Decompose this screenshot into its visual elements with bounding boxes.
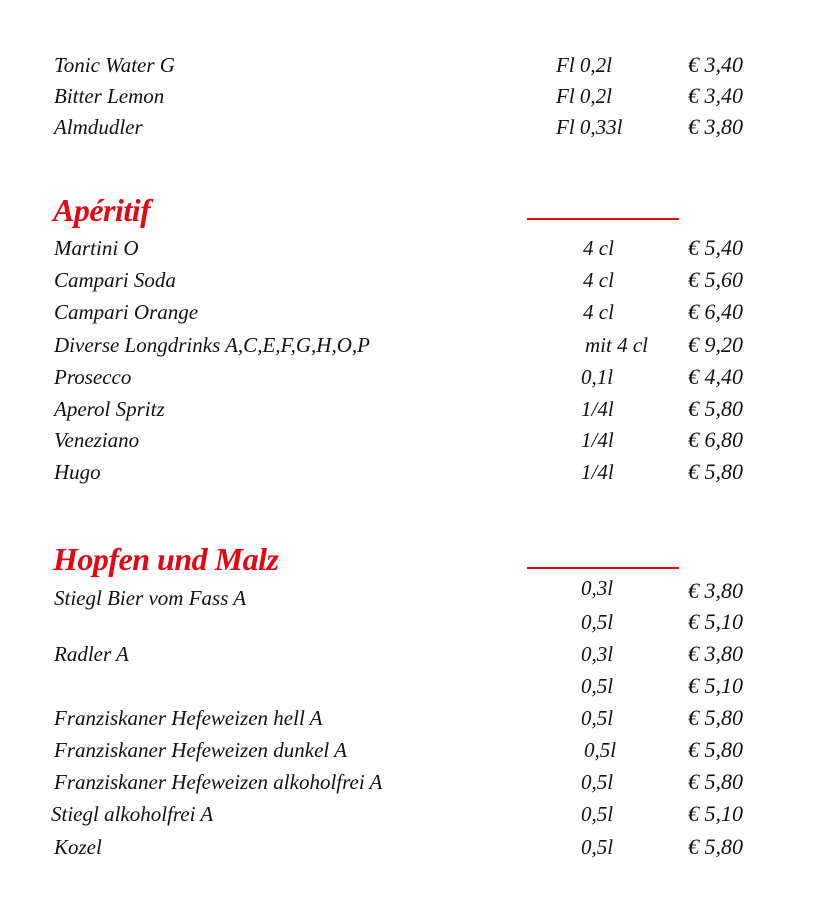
item-size: 0,1l: [581, 365, 614, 389]
menu-row: [0, 607, 835, 637]
item-price: € 5,80: [688, 459, 743, 484]
item-price: € 4,40: [688, 364, 743, 389]
item-size: Fl 0,2l: [556, 53, 612, 77]
item-price: € 6,40: [688, 299, 743, 324]
item-size: 0,5l: [581, 835, 614, 859]
item-name: Franziskaner Hefeweizen alkoholfrei A: [54, 770, 383, 794]
item-price: € 5,80: [688, 396, 743, 421]
section-title-aperitif: Apéritif: [53, 192, 151, 228]
item-name: Campari Soda: [54, 268, 176, 292]
menu-row: [0, 297, 835, 327]
item-price: € 5,10: [688, 609, 743, 634]
item-name: Franziskaner Hefeweizen dunkel A: [54, 738, 347, 762]
item-price: € 3,40: [688, 52, 743, 77]
item-name: Aperol Spritz: [54, 397, 165, 421]
item-size: 0,5l: [584, 738, 617, 762]
item-price: € 5,80: [688, 705, 743, 730]
menu-row: [0, 81, 835, 111]
item-price: € 3,80: [688, 578, 743, 603]
item-size: 1/4l: [581, 428, 614, 452]
item-name: Martini O: [54, 236, 139, 260]
item-size: 0,5l: [581, 770, 614, 794]
item-price: € 5,40: [688, 235, 743, 260]
item-name: Almdudler: [54, 115, 143, 139]
item-price: € 5,80: [688, 769, 743, 794]
item-name: Veneziano: [54, 428, 140, 452]
menu-row: [0, 330, 835, 360]
item-size: 4 cl: [583, 268, 614, 292]
item-size: 0,5l: [581, 802, 614, 826]
menu-row: [0, 425, 835, 455]
item-price: € 5,60: [688, 267, 743, 292]
menu-row: [0, 767, 835, 797]
item-price: € 9,20: [688, 332, 743, 357]
item-price: € 5,10: [688, 801, 743, 826]
item-name: Franziskaner Hefeweizen hell A: [54, 706, 323, 730]
section-title-beer: Hopfen und Malz: [53, 541, 279, 577]
item-price: € 3,80: [688, 114, 743, 139]
section-divider: [527, 567, 679, 569]
item-size: 4 cl: [583, 236, 614, 260]
menu-row: [0, 394, 835, 424]
item-name: Radler A: [54, 642, 129, 666]
item-size: 4 cl: [583, 300, 614, 324]
menu-row: [0, 639, 835, 669]
menu-row: [0, 265, 835, 295]
item-size: Fl 0,33l: [556, 115, 623, 139]
item-size: Fl 0,2l: [556, 84, 612, 108]
item-size: 0,3l: [581, 642, 614, 666]
item-name: Stiegl alkoholfrei A: [51, 802, 214, 826]
item-name: Prosecco: [54, 365, 132, 389]
item-size: 0,3l: [581, 576, 614, 600]
menu-row: [0, 735, 835, 765]
item-name: Diverse Longdrinks A,C,E,F,G,H,O,P: [54, 333, 370, 357]
item-size: 0,5l: [581, 706, 614, 730]
item-price: € 3,80: [688, 641, 743, 666]
item-name: Hugo: [54, 460, 101, 484]
menu-row: [0, 50, 835, 80]
menu-row: [0, 799, 835, 829]
menu-row: [0, 233, 835, 263]
menu-row: [0, 671, 835, 701]
item-price: € 3,40: [688, 83, 743, 108]
section-divider: [527, 218, 679, 220]
item-price: € 6,80: [688, 427, 743, 452]
menu-row: [0, 832, 835, 862]
menu-row: [0, 362, 835, 392]
menu-row: [0, 112, 835, 142]
item-price: € 5,80: [688, 834, 743, 859]
item-name: Stiegl Bier vom Fass A: [54, 586, 247, 610]
item-name: Bitter Lemon: [54, 84, 165, 108]
item-size: mit 4 cl: [585, 333, 648, 357]
item-size: 0,5l: [581, 674, 614, 698]
item-name: Campari Orange: [54, 300, 199, 324]
item-size: 1/4l: [581, 397, 614, 421]
menu-row: [0, 703, 835, 733]
item-name: Kozel: [54, 835, 102, 859]
item-name: Tonic Water G: [54, 53, 175, 77]
item-size: 0,5l: [581, 610, 614, 634]
item-price: € 5,10: [688, 673, 743, 698]
menu-row: [0, 457, 835, 487]
item-size: 1/4l: [581, 460, 614, 484]
item-price: € 5,80: [688, 737, 743, 762]
